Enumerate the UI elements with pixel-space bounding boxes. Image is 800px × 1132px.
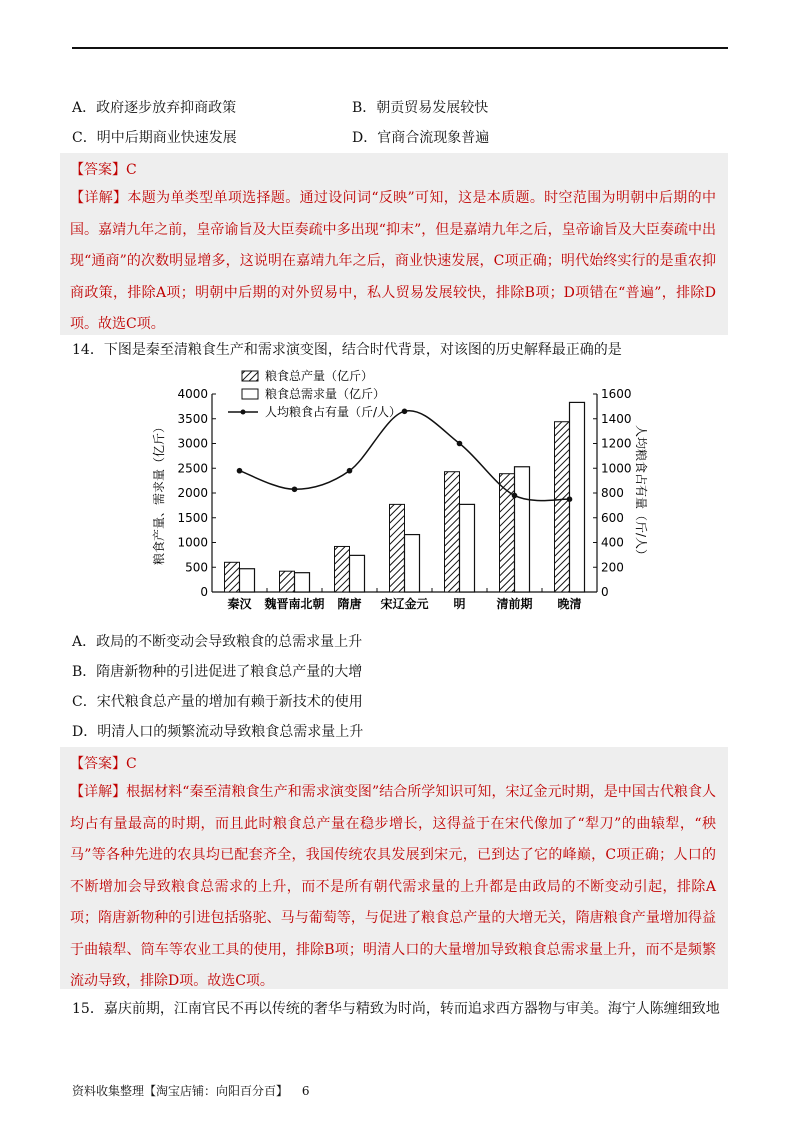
q14-option-c: C．宋代粮食总产量的增加有赖于新技术的使用 — [72, 694, 363, 710]
q13-option-a: A．政府逐步放弃抑商政策 — [72, 100, 237, 116]
q15-stem: 15．嘉庆前期，江南官民不再以传统的奢华与精致为时尚，转而追求西方器物与审美。海宁人陈缠细致地 — [72, 1001, 720, 1017]
x-tick-label: 秦汉 — [227, 597, 252, 611]
per-capita-point — [457, 441, 463, 447]
bar-production — [280, 571, 295, 592]
bar-demand — [405, 535, 420, 592]
y-tick-label-right: 600 — [601, 510, 624, 525]
y-tick-label-left: 2000 — [177, 486, 208, 500]
q14-option-b: B．隋唐新物种的引进促进了粮食总产量的大增 — [72, 664, 363, 680]
q14-answer-box — [60, 747, 728, 989]
y-tick-label-left: 3500 — [177, 411, 208, 426]
per-capita-point — [567, 496, 573, 502]
y-tick-label-right: 800 — [601, 486, 624, 500]
y-tick-label-left: 500 — [185, 560, 208, 575]
y-tick-label-left: 1000 — [177, 535, 208, 550]
legend-label-demand: 粮食总需求量（亿斤） — [265, 387, 386, 401]
legend-swatch-production — [242, 371, 258, 381]
x-tick-label: 晚清 — [557, 597, 582, 611]
footer — [72, 1082, 309, 1099]
q14-option-d: D．明清人口的频繁流动导致粮食总需求量上升 — [72, 724, 364, 740]
legend-marker-per-capita — [241, 410, 246, 415]
y-tick-label-right: 1600 — [601, 387, 632, 401]
bar-demand — [515, 467, 530, 592]
bar-demand — [295, 573, 310, 592]
bar-production — [390, 504, 405, 592]
legend-label-production: 粮食总产量（亿斤） — [265, 369, 374, 383]
x-tick-label: 宋辽金元 — [380, 597, 429, 611]
bar-production — [225, 562, 240, 592]
y-axis-right-label: 人均粮食占有量（斤/人） — [634, 424, 648, 562]
q14-detail: 【详解】根据材料“秦至清粮食生产和需求演变图”结合所学知识可知，宋辽金元时期，是中国古代粮食人均占有量最高的时期，而且此时粮食总产量在稳步增长，这得益于在宋代像加了“犁刀”的曲辕犁，“秧马”等各种先进的农具均已配套齐全，我国传统农具发展到宋元，已到达了它的峰巅，C项正确；人口的不断增加会导致粮食总需求的上升，而不是所有朝代需求量的上升都是由政局的不断变动引起，排除A项；隋唐新物种的引进包括骆驼、马与葡萄等，与促进了粮食总产量的大增无关，隋唐粮食产量增加得益于曲辕犁、筒车等农业工具的使用，排除B项；明清人口的大量增加导致粮食总需求量上升，而不是频繁流动导致，排除D项。故选C项。 — [70, 784, 716, 989]
per-capita-point — [402, 409, 408, 415]
bar-production — [445, 472, 460, 592]
y-tick-label-right: 0 — [601, 585, 609, 599]
y-tick-label-right: 1000 — [601, 461, 632, 476]
per-capita-point — [237, 468, 243, 474]
per-capita-point — [512, 493, 518, 499]
grain-chart — [140, 365, 648, 620]
q13-answer-box — [60, 153, 728, 335]
bar-demand — [460, 504, 475, 592]
y-tick-label-right: 1400 — [601, 411, 632, 426]
q13-option-d: D．官商合流现象普遍 — [352, 130, 490, 146]
bar-demand — [570, 402, 585, 592]
legend-swatch-demand — [242, 389, 258, 399]
q13-option-b: B．朝贡贸易发展较快 — [352, 100, 489, 116]
q13-detail: 【详解】本题为单类型单项选择题。通过设问词“反映”可知，这是本质题。时空范围为明朝中后期的中国。嘉靖九年之前，皇帝谕旨及大臣奏疏中多出现“抑末”，但是嘉靖九年之后，皇帝谕旨及大臣奏疏中出现“通商”的次数明显增多，这说明在嘉靖九年之后，商业快速发展，C项正确；明代始终实行的是重农抑商政策，排除A项；明朝中后期的对外贸易中，私人贸易发展较快，排除B项；D项错在“普遍”，排除D项。故选C项。 — [70, 190, 716, 332]
y-tick-label-left: 4000 — [177, 387, 208, 401]
x-tick-label: 清前期 — [496, 597, 533, 611]
per-capita-point — [292, 486, 298, 492]
q13-option-c: C．明中后期商业快速发展 — [72, 130, 237, 146]
x-tick-label: 明 — [453, 597, 466, 611]
y-tick-label-right: 1200 — [601, 436, 632, 451]
bar-production — [555, 422, 570, 592]
y-tick-label-left: 0 — [200, 585, 208, 599]
legend-label-per-capita: 人均粮食占有量（斤/人） — [265, 405, 402, 419]
x-tick-label: 隋唐 — [337, 597, 362, 611]
y-tick-label-left: 2500 — [177, 461, 208, 476]
x-tick-label: 魏晋南北朝 — [264, 597, 325, 611]
y-tick-label-left: 1500 — [177, 510, 208, 525]
y-axis-left-label: 粮食产量、需求量（亿斤） — [152, 420, 166, 566]
q14-stem: 14．下图是秦至清粮食生产和需求演变图，结合时代背景，对该图的历史解释最正确的是 — [72, 342, 622, 358]
footer-source: 资料收集整理【淘宝店铺：向阳百分百】 — [72, 1084, 289, 1098]
y-tick-label-left: 3000 — [177, 436, 208, 451]
page-number: 6 — [301, 1084, 310, 1098]
bar-production — [335, 546, 350, 592]
per-capita-point — [347, 468, 353, 474]
q13-answer: 【答案】C — [70, 162, 137, 178]
y-tick-label-right: 200 — [601, 560, 624, 575]
bar-demand — [350, 555, 365, 592]
q14-answer: 【答案】C — [70, 756, 137, 772]
q14-option-a: A．政局的不断变动会导致粮食的总需求量上升 — [72, 634, 363, 650]
y-tick-label-right: 400 — [601, 535, 624, 550]
bar-demand — [240, 569, 255, 592]
header-rule — [72, 47, 728, 49]
